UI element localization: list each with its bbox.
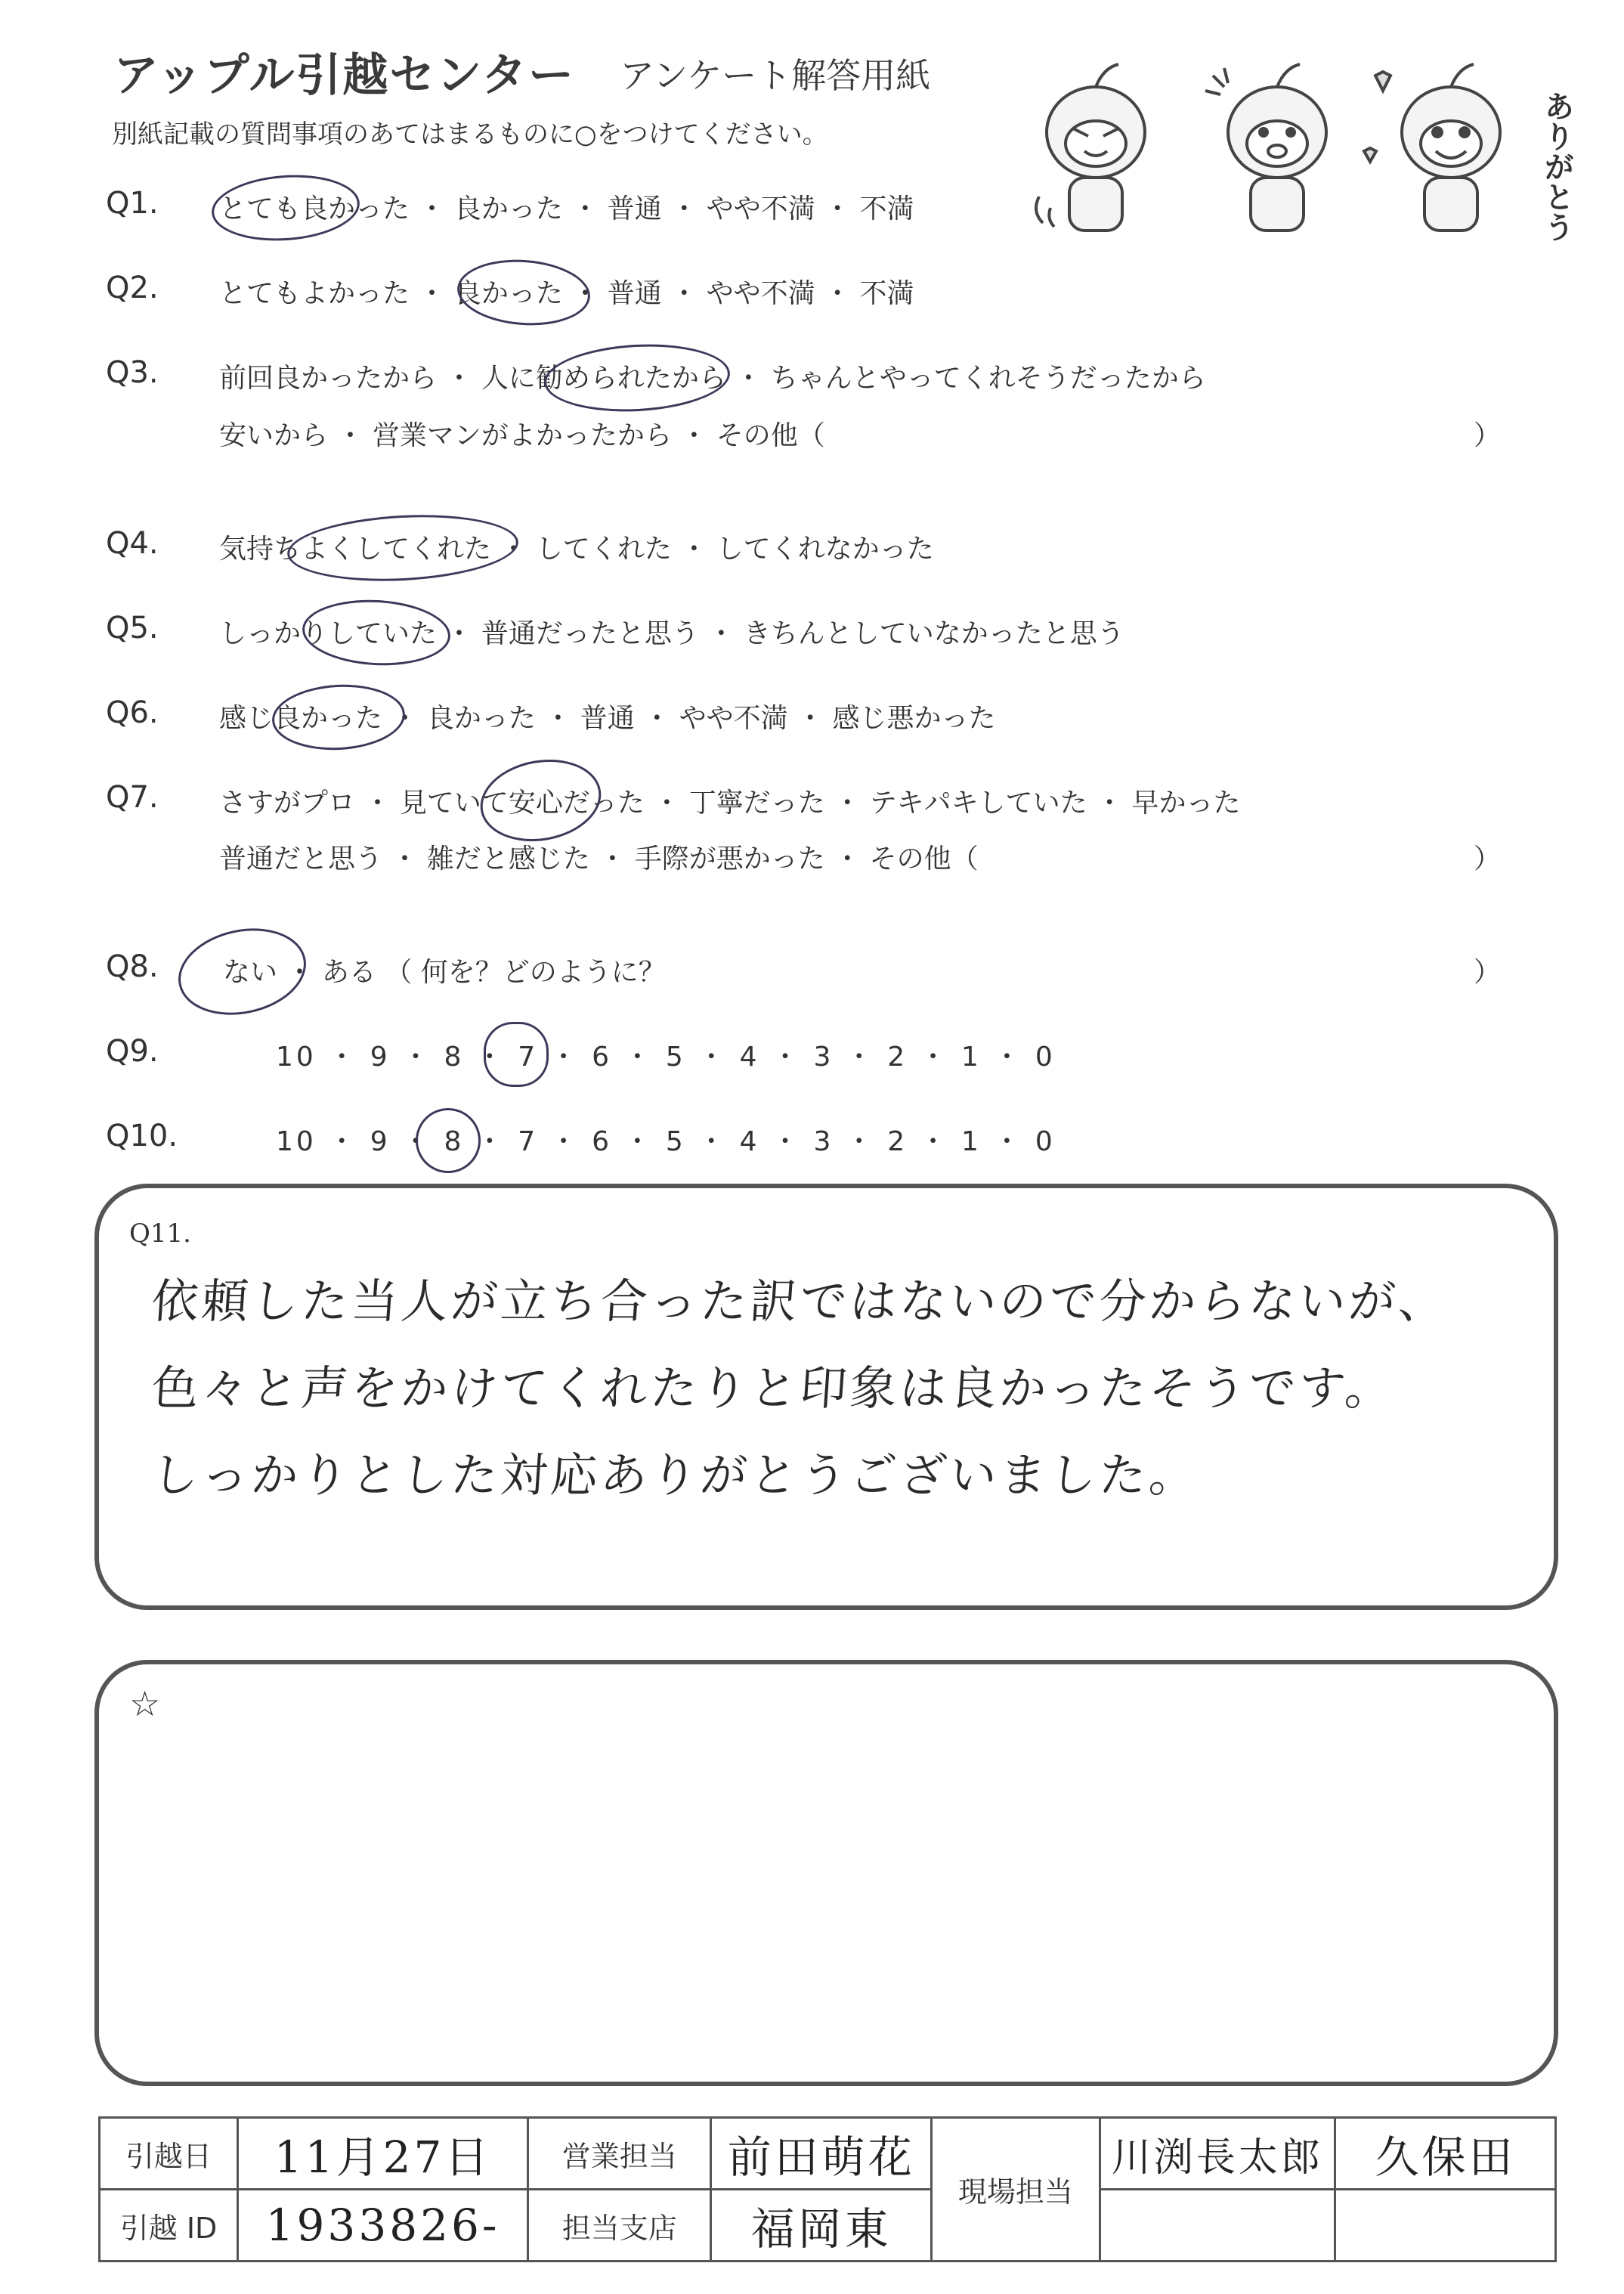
move-date-value: 11月27日 bbox=[238, 2118, 528, 2190]
question-q6-options: 感じ良かった ・ 良かった ・ 普通 ・ やや不満 ・ 感じ悪かった bbox=[219, 703, 996, 734]
instruction-text: 別紙記載の質問事項のあてはまるものに○をつけてください。 bbox=[112, 119, 828, 150]
question-q8-label: Q8. bbox=[106, 949, 159, 984]
answer-circle-q1 bbox=[209, 170, 362, 245]
answer-circle-q4 bbox=[286, 509, 520, 587]
q11-label: Q11. bbox=[129, 1218, 191, 1249]
star-comment-box bbox=[94, 1660, 1558, 2086]
q11-handwritten-line-3: しっかりとした対応ありがとうございました。 bbox=[150, 1447, 1202, 1503]
answer-circle-q10 bbox=[416, 1108, 481, 1173]
q11-handwritten-line-1: 依頼した当人が立ち合った訳ではないので分からないが、 bbox=[150, 1274, 1451, 1329]
staff-info-table bbox=[98, 2116, 1557, 2262]
question-q6-label: Q6. bbox=[106, 695, 159, 730]
question-q9-options: 10 ・ 9 ・ 8 ・ 7 ・ 6 ・ 5 ・ 4 ・ 3 ・ 2 ・ 1 ・ 0 bbox=[276, 1042, 1056, 1073]
branch-value: 福岡東 bbox=[711, 2190, 932, 2261]
move-date-label: 引越日 bbox=[100, 2118, 238, 2190]
question-q5-label: Q5. bbox=[106, 611, 159, 645]
question-q1-options: とても良かった ・ 良かった ・ 普通 ・ やや不満 ・ 不満 bbox=[219, 193, 914, 224]
question-q4-label: Q4. bbox=[106, 526, 159, 561]
sales-label: 営業担当 bbox=[528, 2118, 711, 2190]
site-staff-empty-2 bbox=[1335, 2190, 1556, 2261]
question-q3-options-1: 前回良かったから ・ 人に勧められたから ・ ちゃんとやってくれそうだったから bbox=[219, 363, 1206, 394]
question-q7-options-2: 普通だと思う ・ 雑だと感じた ・ 手際が悪かった ・ その他（ bbox=[219, 844, 979, 875]
page-title: アップル引越センター bbox=[113, 49, 575, 102]
question-q7-options-1: さすがプロ ・ 見ていて安心だった ・ 丁寧だった ・ テキパキしていた ・ 早かった bbox=[219, 788, 1241, 819]
answer-circle-q5 bbox=[301, 596, 452, 669]
question-q3-options-2: 安いから ・ 営業マンがよかったから ・ その他（ bbox=[219, 420, 825, 451]
move-id-value: 1933826- bbox=[238, 2190, 528, 2261]
question-q9-label: Q9. bbox=[106, 1034, 159, 1069]
branch-label: 担当支店 bbox=[528, 2190, 711, 2261]
question-q2-options: とてもよかった ・ 良かった ・ 普通 ・ やや不満 ・ 不満 bbox=[219, 278, 914, 309]
question-q10-options: 10 ・ 9 ・ 8 ・ 7 ・ 6 ・ 5 ・ 4 ・ 3 ・ 2 ・ 1 ・ 0 bbox=[276, 1126, 1056, 1157]
star-icon: ☆ bbox=[129, 1683, 161, 1724]
site-label: 現場担当 bbox=[932, 2118, 1100, 2261]
mascot-caption: ありがとう bbox=[1539, 91, 1574, 242]
page-subtitle: アンケート解答用紙 bbox=[620, 55, 931, 96]
question-q5-options: しっかりしていた ・ 普通だったと思う ・ きちんとしていなかったと思う bbox=[219, 618, 1124, 649]
site-staff-empty-1 bbox=[1100, 2190, 1335, 2261]
question-q4-options: 気持ちよくしてくれた ・ してくれた ・ してくれなかった bbox=[219, 534, 934, 565]
question-q7-close-paren: ） bbox=[1474, 844, 1502, 875]
site-staff-2: 久保田 bbox=[1335, 2118, 1556, 2190]
mascot-illustration bbox=[1028, 45, 1602, 249]
q11-handwritten-line-2: 色々と声をかけてくれたりと印象は良かったそうです。 bbox=[150, 1361, 1397, 1416]
sales-value: 前田萌花 bbox=[711, 2118, 932, 2190]
question-q1-label: Q1. bbox=[106, 186, 159, 221]
answer-circle-q7 bbox=[474, 751, 608, 850]
answer-circle-q9 bbox=[484, 1022, 549, 1087]
answer-circle-q8 bbox=[170, 917, 314, 1026]
question-q8-options: ない ・ ある （ 何を？どのように？ bbox=[223, 957, 666, 988]
answer-circle-q2 bbox=[455, 255, 592, 330]
answer-circle-q6 bbox=[271, 681, 407, 753]
question-q7-label: Q7. bbox=[106, 780, 159, 815]
question-q10-label: Q10. bbox=[106, 1119, 178, 1153]
move-id-label: 引越 ID bbox=[100, 2190, 238, 2261]
question-q3-label: Q3. bbox=[106, 355, 159, 390]
answer-circle-q3 bbox=[543, 340, 732, 416]
site-staff-1: 川渕長太郎 bbox=[1100, 2118, 1335, 2190]
question-q2-label: Q2. bbox=[106, 271, 159, 305]
q11-comment-box bbox=[94, 1184, 1558, 1610]
question-q3-close-paren: ） bbox=[1474, 420, 1502, 451]
question-q8-close-paren: ） bbox=[1474, 957, 1502, 988]
